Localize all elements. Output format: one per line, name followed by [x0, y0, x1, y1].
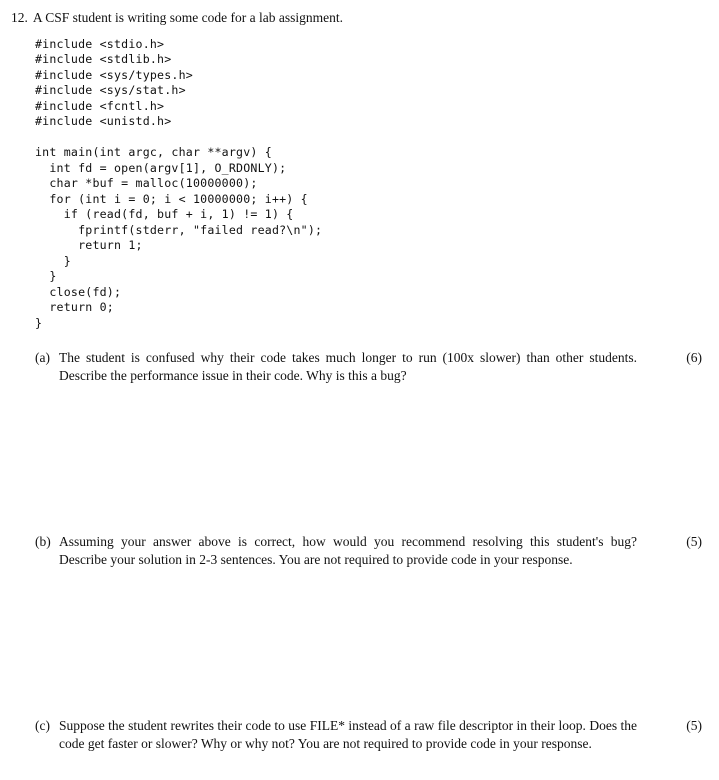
- part-b-label: (b): [35, 534, 51, 549]
- part-c-points: (5): [686, 718, 702, 733]
- code-line-malloc: char *buf = malloc(10000000);: [35, 176, 258, 190]
- code-line-return-zero: return 0;: [35, 300, 114, 314]
- code-line-close-if: }: [35, 254, 71, 268]
- code-line-include-fcntl: #include <fcntl.h>: [35, 99, 165, 113]
- part-a-points: (6): [686, 350, 702, 365]
- part-a: [35, 349, 637, 384]
- part-b-answer-space[interactable]: [35, 574, 695, 709]
- code-line-include-stat: #include <sys/stat.h>: [35, 83, 186, 97]
- code-line-return-error: return 1;: [35, 238, 143, 252]
- part-c: [35, 717, 637, 752]
- code-line-include-unistd: #include <unistd.h>: [35, 114, 172, 128]
- code-line-open: int fd = open(argv[1], O_RDONLY);: [35, 161, 287, 175]
- code-line-main-signature: int main(int argc, char **argv) {: [35, 145, 272, 159]
- code-line-include-stdio: #include <stdio.h>: [35, 37, 165, 51]
- code-line-include-types: #include <sys/types.h>: [35, 68, 193, 82]
- code-line-include-stdlib: #include <stdlib.h>: [35, 52, 172, 66]
- code-line-fprintf: fprintf(stderr, "failed read?\n");: [35, 223, 323, 237]
- part-c-label: (c): [35, 718, 50, 733]
- question-header: [11, 10, 343, 26]
- code-line-close-for: }: [35, 269, 57, 283]
- part-a-label: (a): [35, 350, 50, 365]
- part-c-text: Suppose the student rewrites their code to use FILE* instead of a raw file descriptor in their loop. Does the code get faster or slower? Why or why not? You are not required to provide code in your response.: [59, 718, 637, 751]
- part-a-text: The student is confused why their code takes much longer to run (100x slower) than other students. Describe the performance issue in their code. Why is this a bug?: [59, 350, 637, 383]
- question-number: 12.: [11, 10, 28, 25]
- question-prompt: A CSF student is writing some code for a lab assignment.: [32, 10, 343, 25]
- code-line-close-main: }: [35, 316, 43, 330]
- part-b-points: (5): [686, 534, 702, 549]
- part-b: [35, 533, 637, 568]
- code-line-close-fd: close(fd);: [35, 285, 122, 299]
- code-line-read-check: if (read(fd, buf + i, 1) != 1) {: [35, 207, 294, 221]
- part-a-answer-space[interactable]: [35, 390, 695, 525]
- part-b-text: Assuming your answer above is correct, how would you recommend resolving this student's bug? Describe your solution in 2-3 sentences. You are not required to provide code in your response.: [59, 534, 637, 567]
- code-line-for-loop: for (int i = 0; i < 10000000; i++) {: [35, 192, 308, 206]
